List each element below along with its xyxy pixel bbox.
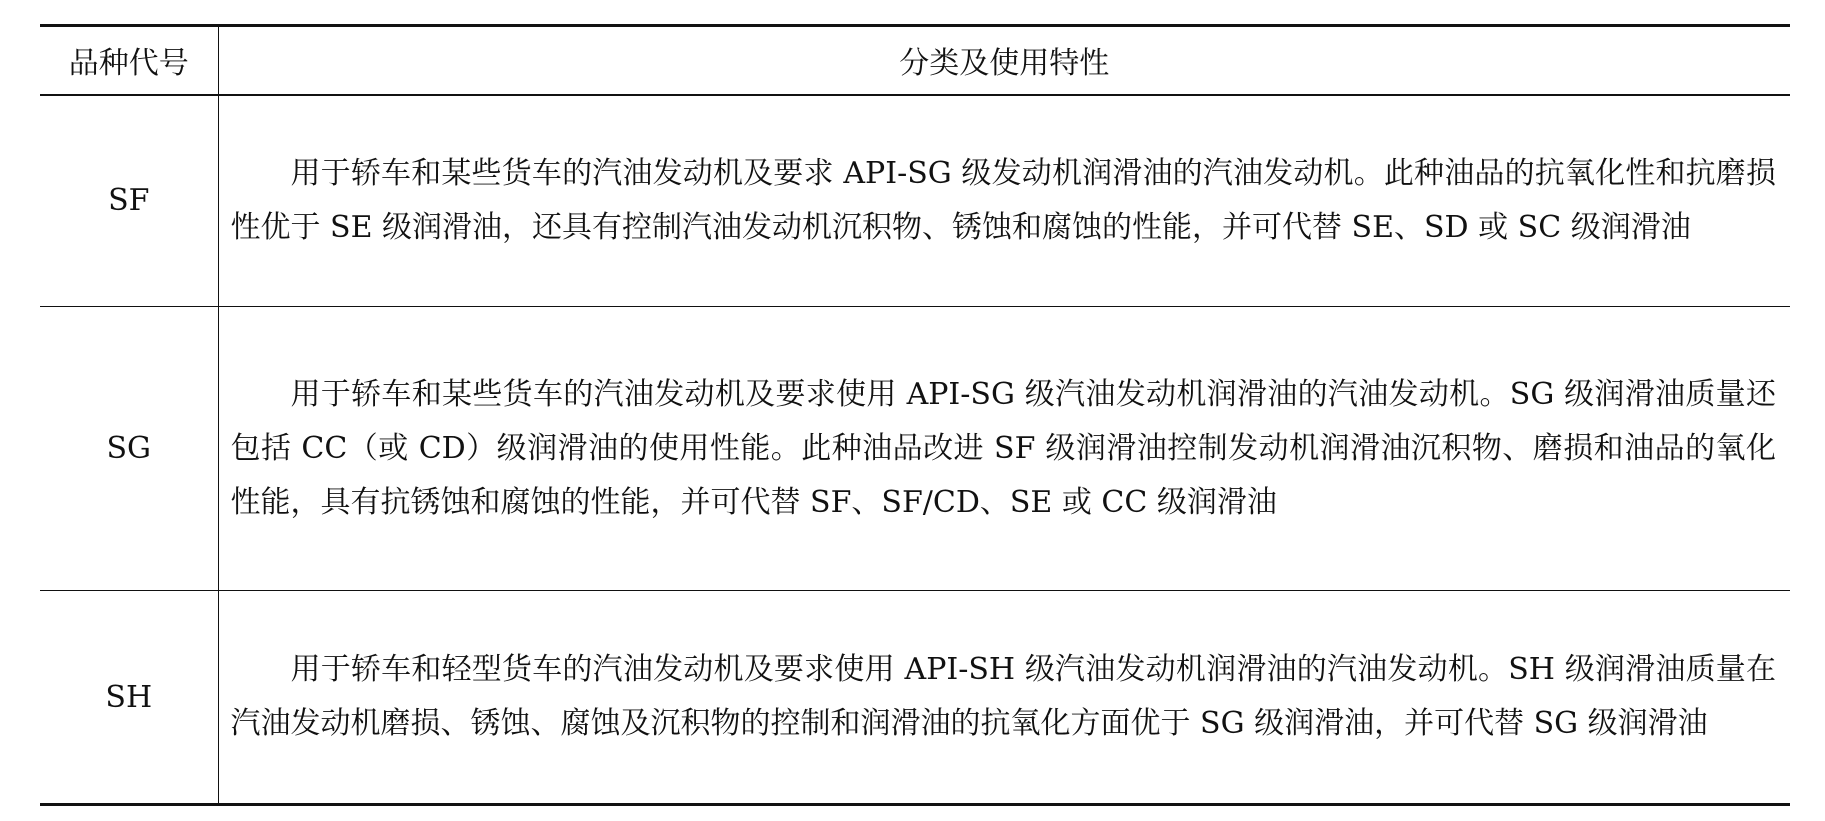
table-row [40,307,1790,591]
row-code-sh: SH [40,591,218,805]
row-description-sg: 用于轿车和某些货车的汽油发动机及要求使用 API-SG 级汽油发动机润滑油的汽油发动机。SG 级润滑油质量还包括 CC（或 CD）级润滑油的使用性能。此种油品改进 SF 级润滑油控制发动机润滑油沉积物、磨损和油品的氧化性能，具有抗锈蚀和腐蚀的性能，并可代替 SF、SF/CD、SE 或 CC 级润滑油 [230,376,1776,520]
row-description-sh: 用于轿车和轻型货车的汽油发动机及要求使用 API-SH 级汽油发动机润滑油的汽油发动机。SH 级润滑油质量在汽油发动机磨损、锈蚀、腐蚀及沉积物的控制和润滑油的抗氧化方面优于 SG 级润滑油，并可代替 SG 级润滑油 [230,652,1776,741]
row-code-sf: SF [40,95,218,307]
header-description: 分类及使用特性 [899,46,1110,82]
table-row [40,95,1790,307]
header-code: 品种代号 [40,26,218,95]
oil-classification-table [40,24,1790,806]
row-description-sf: 用于轿车和某些货车的汽油发动机及要求 API-SG 级发动机润滑油的汽油发动机。此种油品的抗氧化性和抗磨损性优于 SE 级润滑油，还具有控制汽油发动机沉积物、锈蚀和腐蚀的性能，并可代替 SE、SD 或 SC 级润滑油 [230,155,1776,245]
row-code-sg: SG [40,307,218,591]
header-row [40,26,1790,95]
table-header [40,26,1790,95]
table-row [40,591,1790,805]
table-body [40,95,1790,805]
